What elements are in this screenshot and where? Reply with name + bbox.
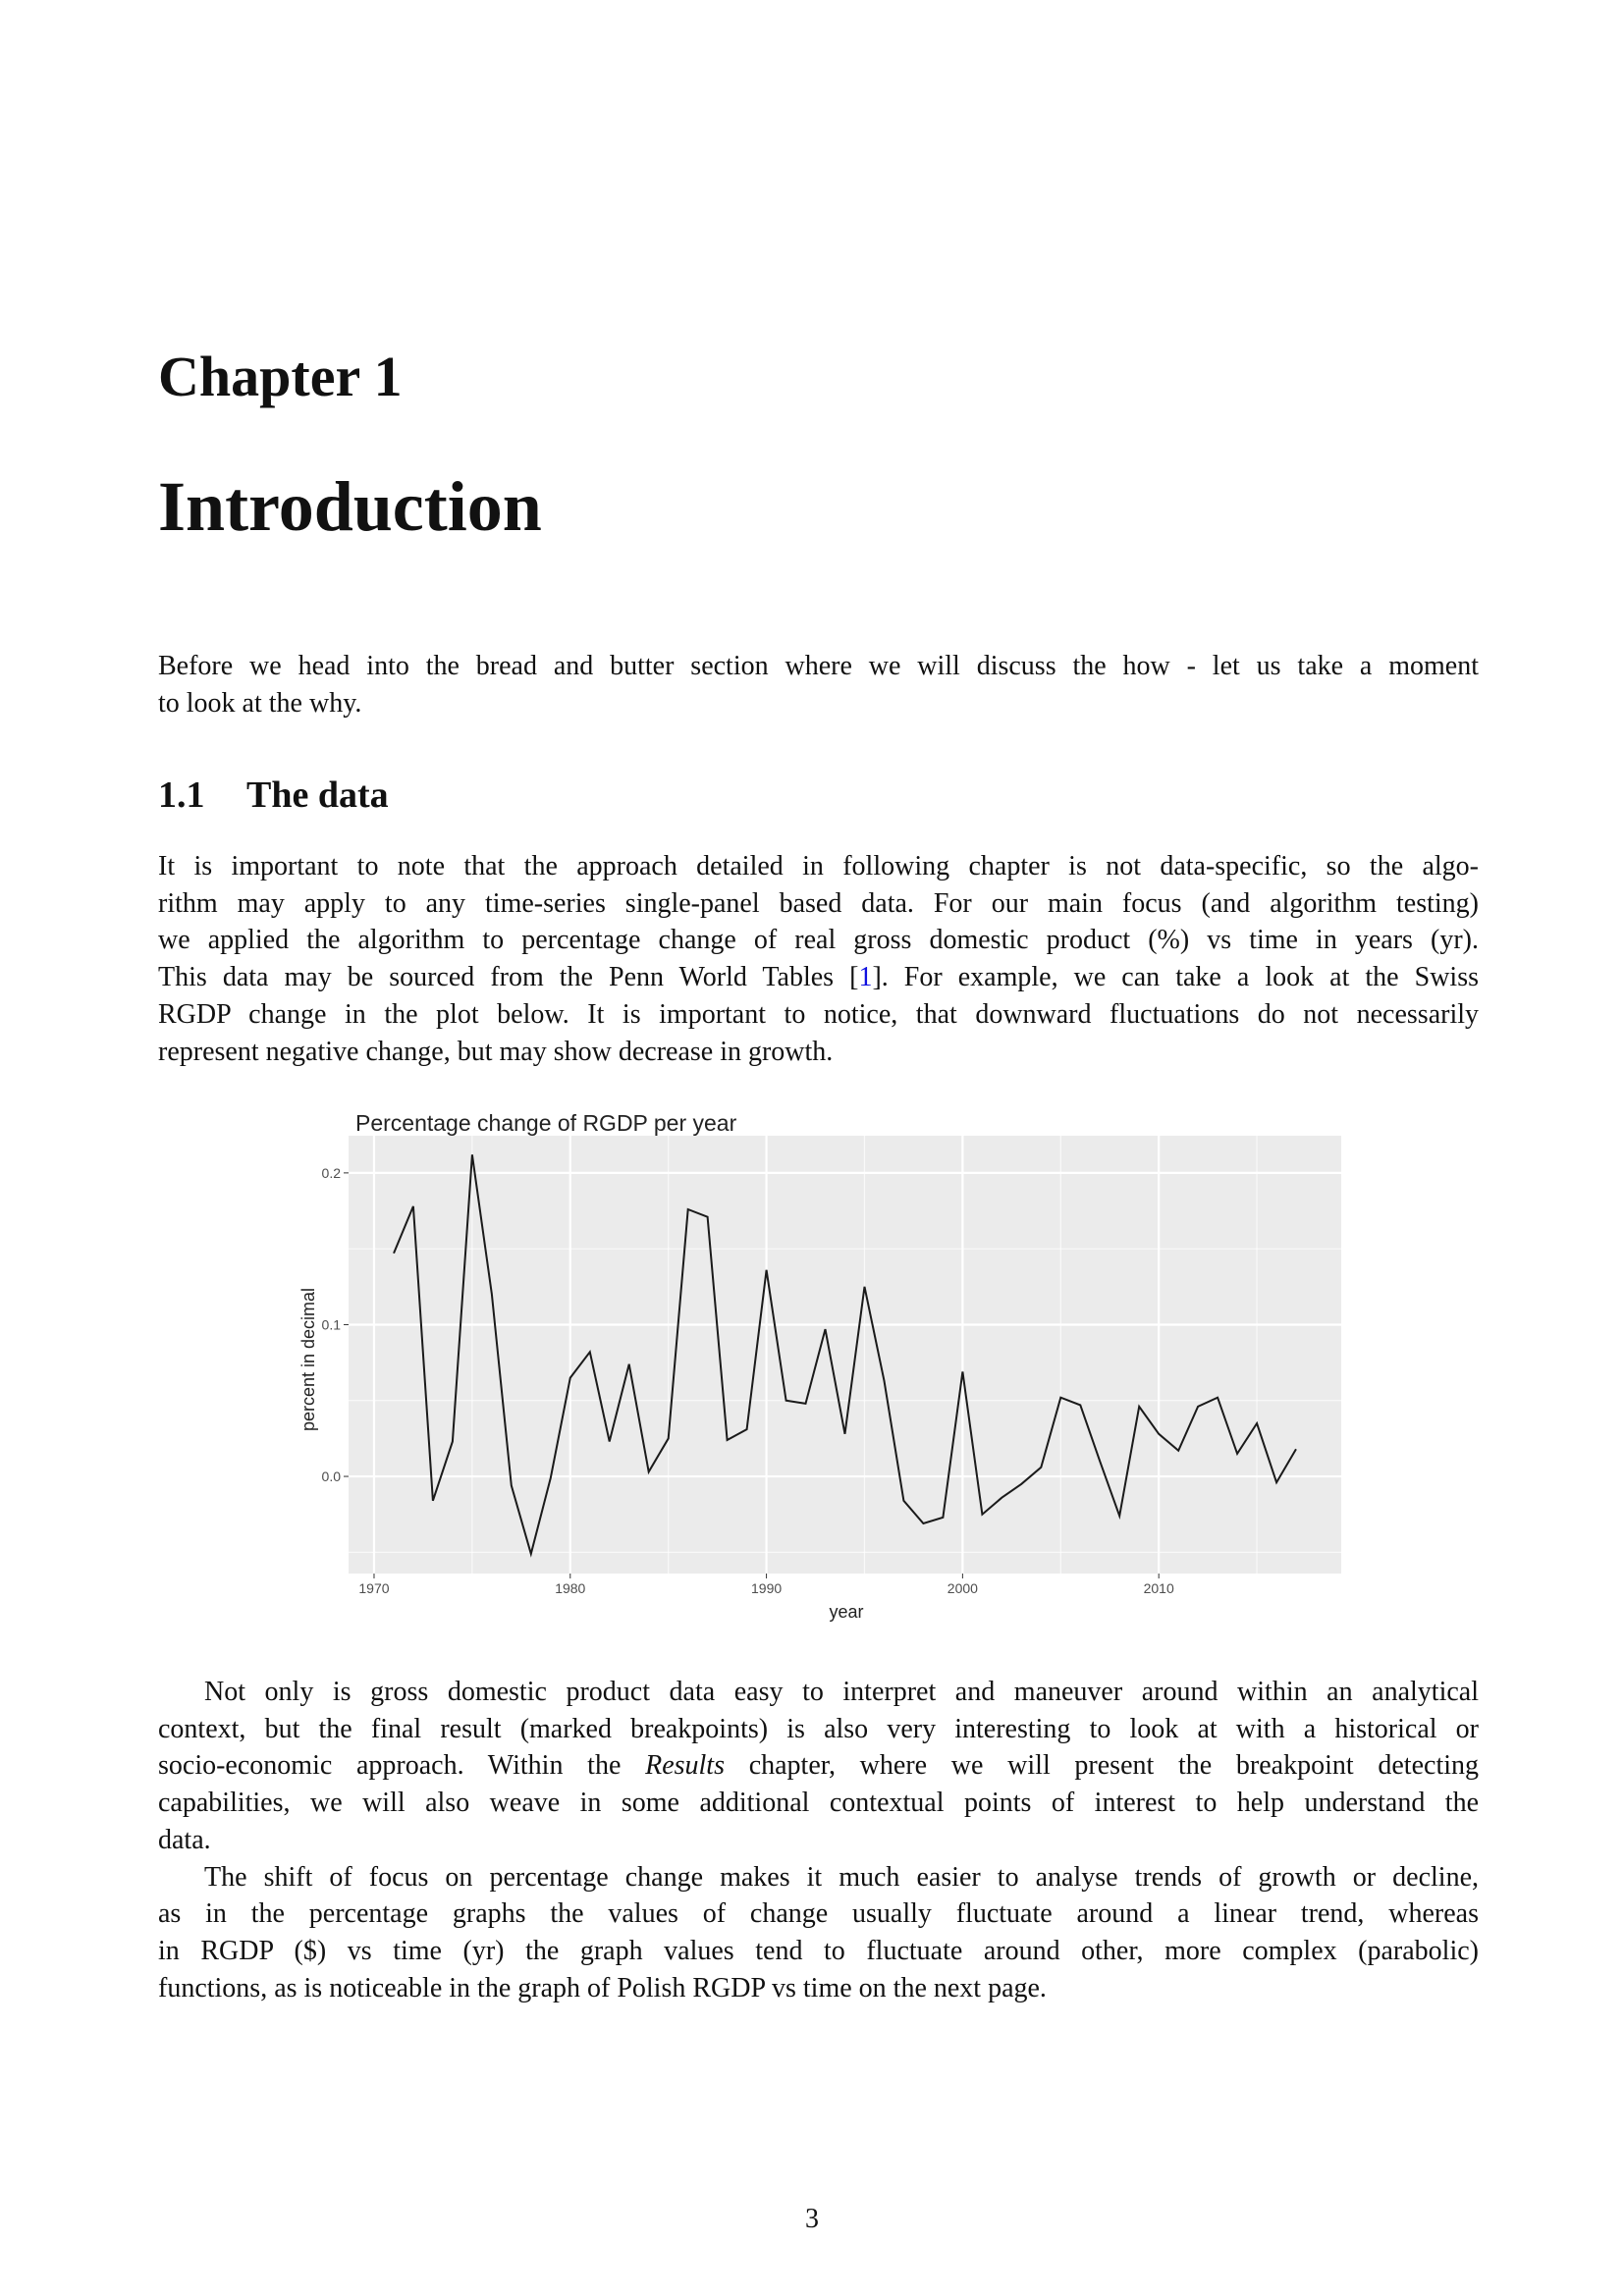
- text-line-citation: [158, 959, 1479, 996]
- y-tick-label: 0.2: [321, 1164, 341, 1181]
- text-line: data.: [158, 1824, 211, 1855]
- text-line: as in the percentage graphs the values of change usually fluctuate around a linear trend, whereas: [158, 1898, 1479, 1930]
- text-line-results: [158, 1747, 1479, 1785]
- text-line: RGDP change in the plot below. It is important to notice, that downward fluctuations do not necessarily: [158, 998, 1479, 1030]
- text-line: represent negative change, but may show decrease in growth.: [158, 1036, 834, 1067]
- text-line: capabilities, we will also weave in some additional contextual points of interest to help understand the: [158, 1788, 1479, 1819]
- page-number: 3: [805, 2204, 819, 2234]
- section-title: The data: [246, 774, 389, 816]
- text-line: functions, as is noticeable in the graph of Polish RGDP vs time on the next page.: [158, 1972, 1047, 2003]
- text-fragment: chapter, where we will present the breakpoint detecting: [724, 1750, 1479, 1782]
- x-tick-label: 1990: [751, 1580, 783, 1596]
- y-tick-label: 0.1: [321, 1316, 341, 1333]
- text-line: rithm may apply to any time-series single-panel based data. For our main focus (and algorithm testing): [158, 887, 1479, 919]
- text-line: Not only is gross domestic product data easy to interpret and maneuver around within an analytical: [204, 1677, 1479, 1707]
- x-tick-label: 1980: [555, 1580, 586, 1596]
- chapter-title: Introduction: [158, 467, 542, 546]
- text-line: in RGDP ($) vs time (yr) the graph values tend to fluctuate around other, more complex (parabolic): [158, 1935, 1479, 1966]
- text-line: we applied the algorithm to percentage change of real gross domestic product (%) vs time in years (yr).: [158, 925, 1479, 956]
- rgdp-chart: [285, 1099, 1355, 1639]
- text-line: Before we head into the bread and butter section where we will discuss the how - let us take a moment: [158, 651, 1479, 681]
- text-fragment: ]. For example, we can take a look at the Swiss: [872, 962, 1480, 993]
- analysis-paragraphs: [158, 1674, 1479, 2006]
- text-line: context, but the final result (marked breakpoints) is also very interesting to look at with a historical or: [158, 1713, 1479, 1744]
- section-number: 1.1: [158, 774, 205, 816]
- y-axis-label: percent in decimal: [298, 1287, 318, 1432]
- results-emphasis: Results: [645, 1750, 725, 1782]
- x-tick-label: 2010: [1143, 1580, 1174, 1596]
- text-fragment: socio-economic approach. Within the: [158, 1750, 646, 1782]
- y-tick-label: 0.0: [321, 1468, 341, 1485]
- text-line: The shift of focus on percentage change makes it much easier to analyse trends of growth or decline,: [204, 1861, 1479, 1893]
- data-paragraph: [158, 848, 1479, 1070]
- x-tick-label: 2000: [947, 1580, 978, 1596]
- intro-paragraph: [158, 648, 1479, 721]
- x-tick-label: 1970: [358, 1580, 390, 1596]
- citation-link[interactable]: 1: [858, 962, 873, 993]
- section-heading: [158, 774, 389, 817]
- text-line: to look at the why.: [158, 687, 362, 719]
- chapter-label: Chapter 1: [158, 345, 403, 408]
- text-line: It is important to note that the approach detailed in following chapter is not data-specific, so the algo-: [158, 851, 1479, 881]
- x-axis-label: year: [829, 1602, 864, 1622]
- chart-title: Percentage change of RGDP per year: [355, 1110, 737, 1136]
- text-fragment: This data may be sourced from the Penn World Tables [: [158, 962, 859, 993]
